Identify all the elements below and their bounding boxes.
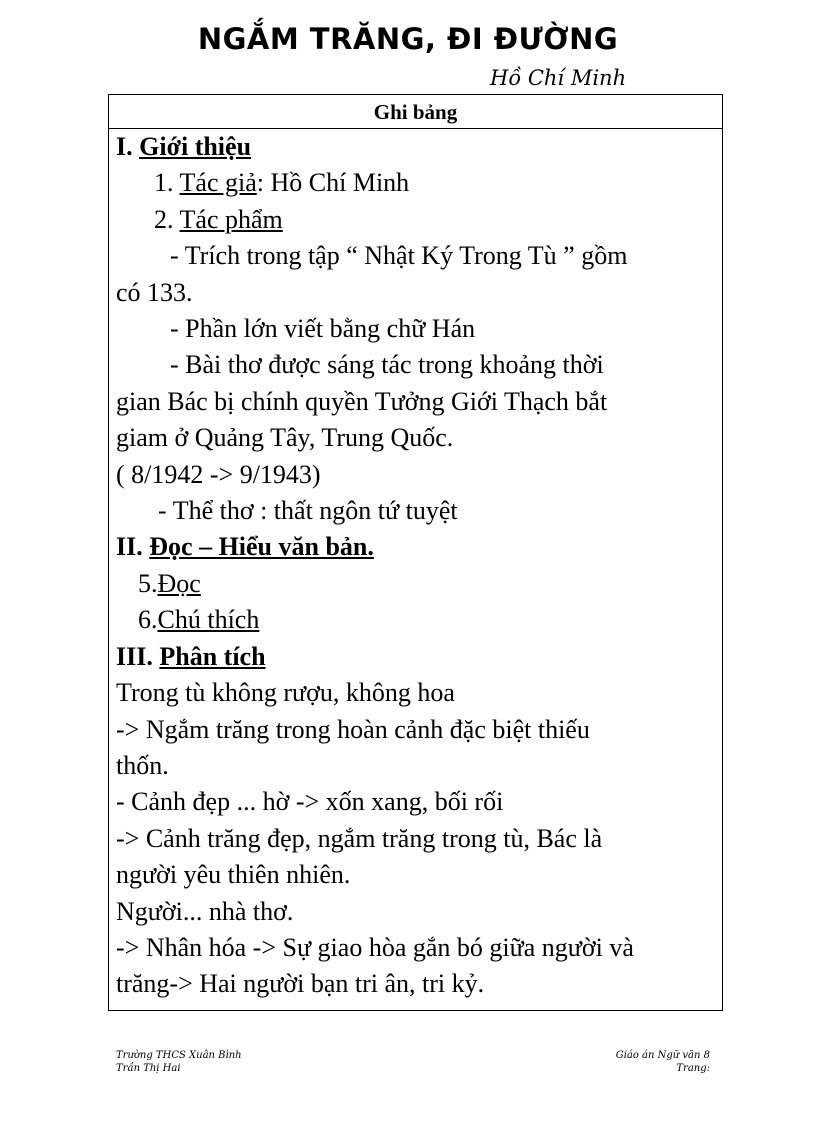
section-heading-analysis [116, 639, 722, 675]
footer-teacher: Trần Thị Hai [116, 1063, 181, 1074]
section-heading-reading [116, 529, 722, 565]
text-line: -> Nhân hóa -> Sự giao hòa gắn bó giữa người và [116, 932, 634, 962]
subheading-work [116, 202, 722, 238]
text-line: gian Bác bị chính quyền Tưởng Giới Thạch bắt [116, 386, 608, 416]
item-value: : Hồ Chí Minh [256, 168, 410, 198]
item-label: Tác giả [179, 168, 257, 198]
item-label: Chú thích [157, 605, 260, 635]
item-label: Tác phẩm [179, 204, 283, 234]
section-title [149, 532, 374, 561]
subheading-author [116, 165, 722, 201]
footer-page-label: Trang: [676, 1063, 710, 1074]
text-line: ( 8/1942 -> 9/1943) [116, 459, 321, 489]
footer-right [560, 1049, 710, 1075]
footer-subject: Giáo án Ngữ văn 8 [615, 1050, 710, 1061]
section-number: I. [116, 132, 133, 161]
subheading-notes [116, 602, 722, 638]
text-line: - Phần lớn viết bằng chữ Hán [170, 314, 476, 344]
text-line: thốn. [116, 750, 169, 780]
section-title: Giới thiệu [139, 132, 252, 161]
item-number: 2. [154, 204, 174, 234]
text-line: - Trích trong tập “ Nhật Ký Trong Tù ” gồm [170, 241, 628, 271]
box-heading: Ghi bảng [109, 95, 722, 129]
text-line: Trong tù không rượu, không hoa [116, 678, 455, 708]
text-line: giam ở Quảng Tây, Trung Quốc. [116, 423, 454, 453]
text-line: người yêu thiên nhiên. [116, 860, 351, 890]
text-line: - Cảnh đẹp ... hờ -> xốn xang, bối rối [116, 787, 504, 817]
author-signature: Hồ Chí Minh [490, 66, 627, 90]
page-title: NGẮM TRĂNG, ĐI ĐƯỜNG [197, 22, 619, 56]
footer-school: Trường THCS Xuân Bình [116, 1050, 242, 1061]
text-line: - Bài thơ được sáng tác trong khoảng thời [170, 350, 604, 380]
section-title-dot: . [367, 532, 374, 562]
text-line: trăng-> Hai người bạn tri ân, tri kỷ. [116, 969, 485, 999]
text-line: Người... nhà thơ. [116, 896, 294, 926]
section-heading-intro [116, 129, 722, 165]
item-number: 6. [138, 605, 158, 635]
section-title: Phân tích [159, 641, 266, 671]
text-line: - Thể thơ : thất ngôn tứ tuyệt [158, 496, 458, 526]
footer-left [116, 1049, 242, 1075]
section-number: II. [116, 532, 143, 562]
section-number: III. [116, 641, 153, 671]
notes-content [109, 129, 722, 1003]
item-label: Đọc [157, 568, 201, 598]
item-number: 1. [154, 168, 174, 198]
text-line: có 133. [116, 277, 193, 307]
text-line: -> Cảnh trăng đẹp, ngắm trăng trong tù, Bác là [116, 823, 603, 853]
section-title-text: Đọc – Hiểu văn bản [149, 532, 368, 562]
subheading-read [116, 566, 722, 602]
text-line: -> Ngắm trăng trong hoàn cảnh đặc biệt thiếu [116, 714, 590, 744]
item-number: 5. [138, 568, 158, 598]
notes-box [108, 94, 723, 1011]
